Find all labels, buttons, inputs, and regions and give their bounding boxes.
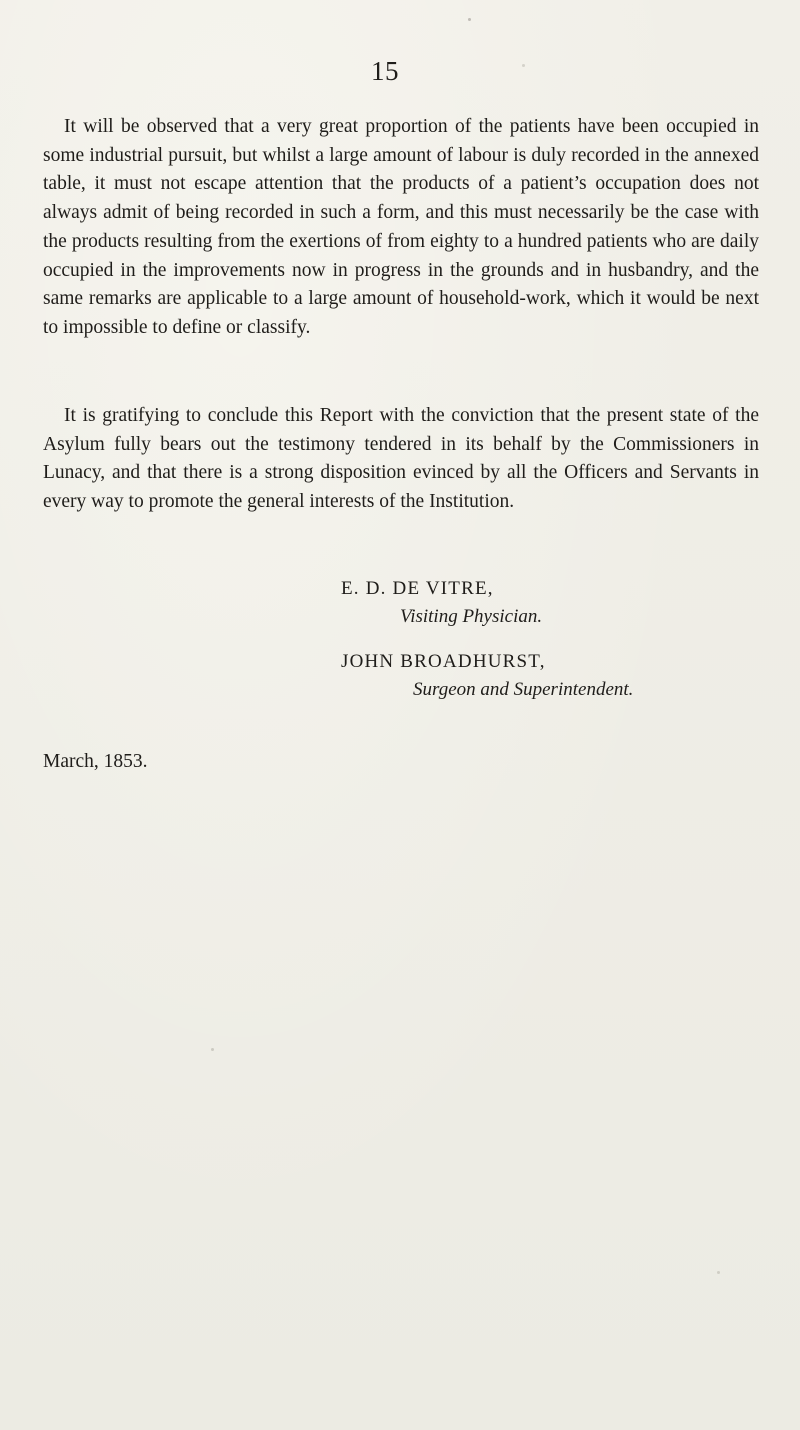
paper-speck <box>522 64 525 67</box>
signature-name-surgeon: JOHN BROADHURST, <box>341 651 546 672</box>
paper-speck <box>211 1048 214 1051</box>
paper-speck <box>717 1271 720 1274</box>
paragraph-occupation: It will be observed that a very great proportion of the patients have been occupied in some industrial pursuit, but whilst a large amount of labour is duly recorded in the annexed table, it must not escape attention that the products of a patient’s occupation does not always admit of being recorded in such a form, and this must necessarily be the case with the products resulting from the exertions of from eighty to a hundred patients who are daily occupied in the improvements now in progress in the grounds and in husbandry, and the same remarks are applicable to a large amount of household-work, which it would be next to impossible to define or classify. <box>43 116 759 338</box>
paper-speck <box>468 18 471 21</box>
report-date: March, 1853. <box>43 751 148 772</box>
signature-name-physician: E. D. DE VITRE, <box>341 578 494 599</box>
signature-role-physician: Visiting Physician. <box>400 606 543 627</box>
page-number: 15 <box>371 56 399 86</box>
paragraph-conclusion: It is gratifying to conclude this Report with the conviction that the present state of the Asylum fully bears out the testimony tendered in its behalf by the Commissioners in Lunacy, and that there is a strong disposition evinced by all the Officers and Servants in every way to promote the general interests of the Institution. <box>43 405 759 513</box>
signature-role-surgeon: Surgeon and Superintendent. <box>413 679 634 700</box>
